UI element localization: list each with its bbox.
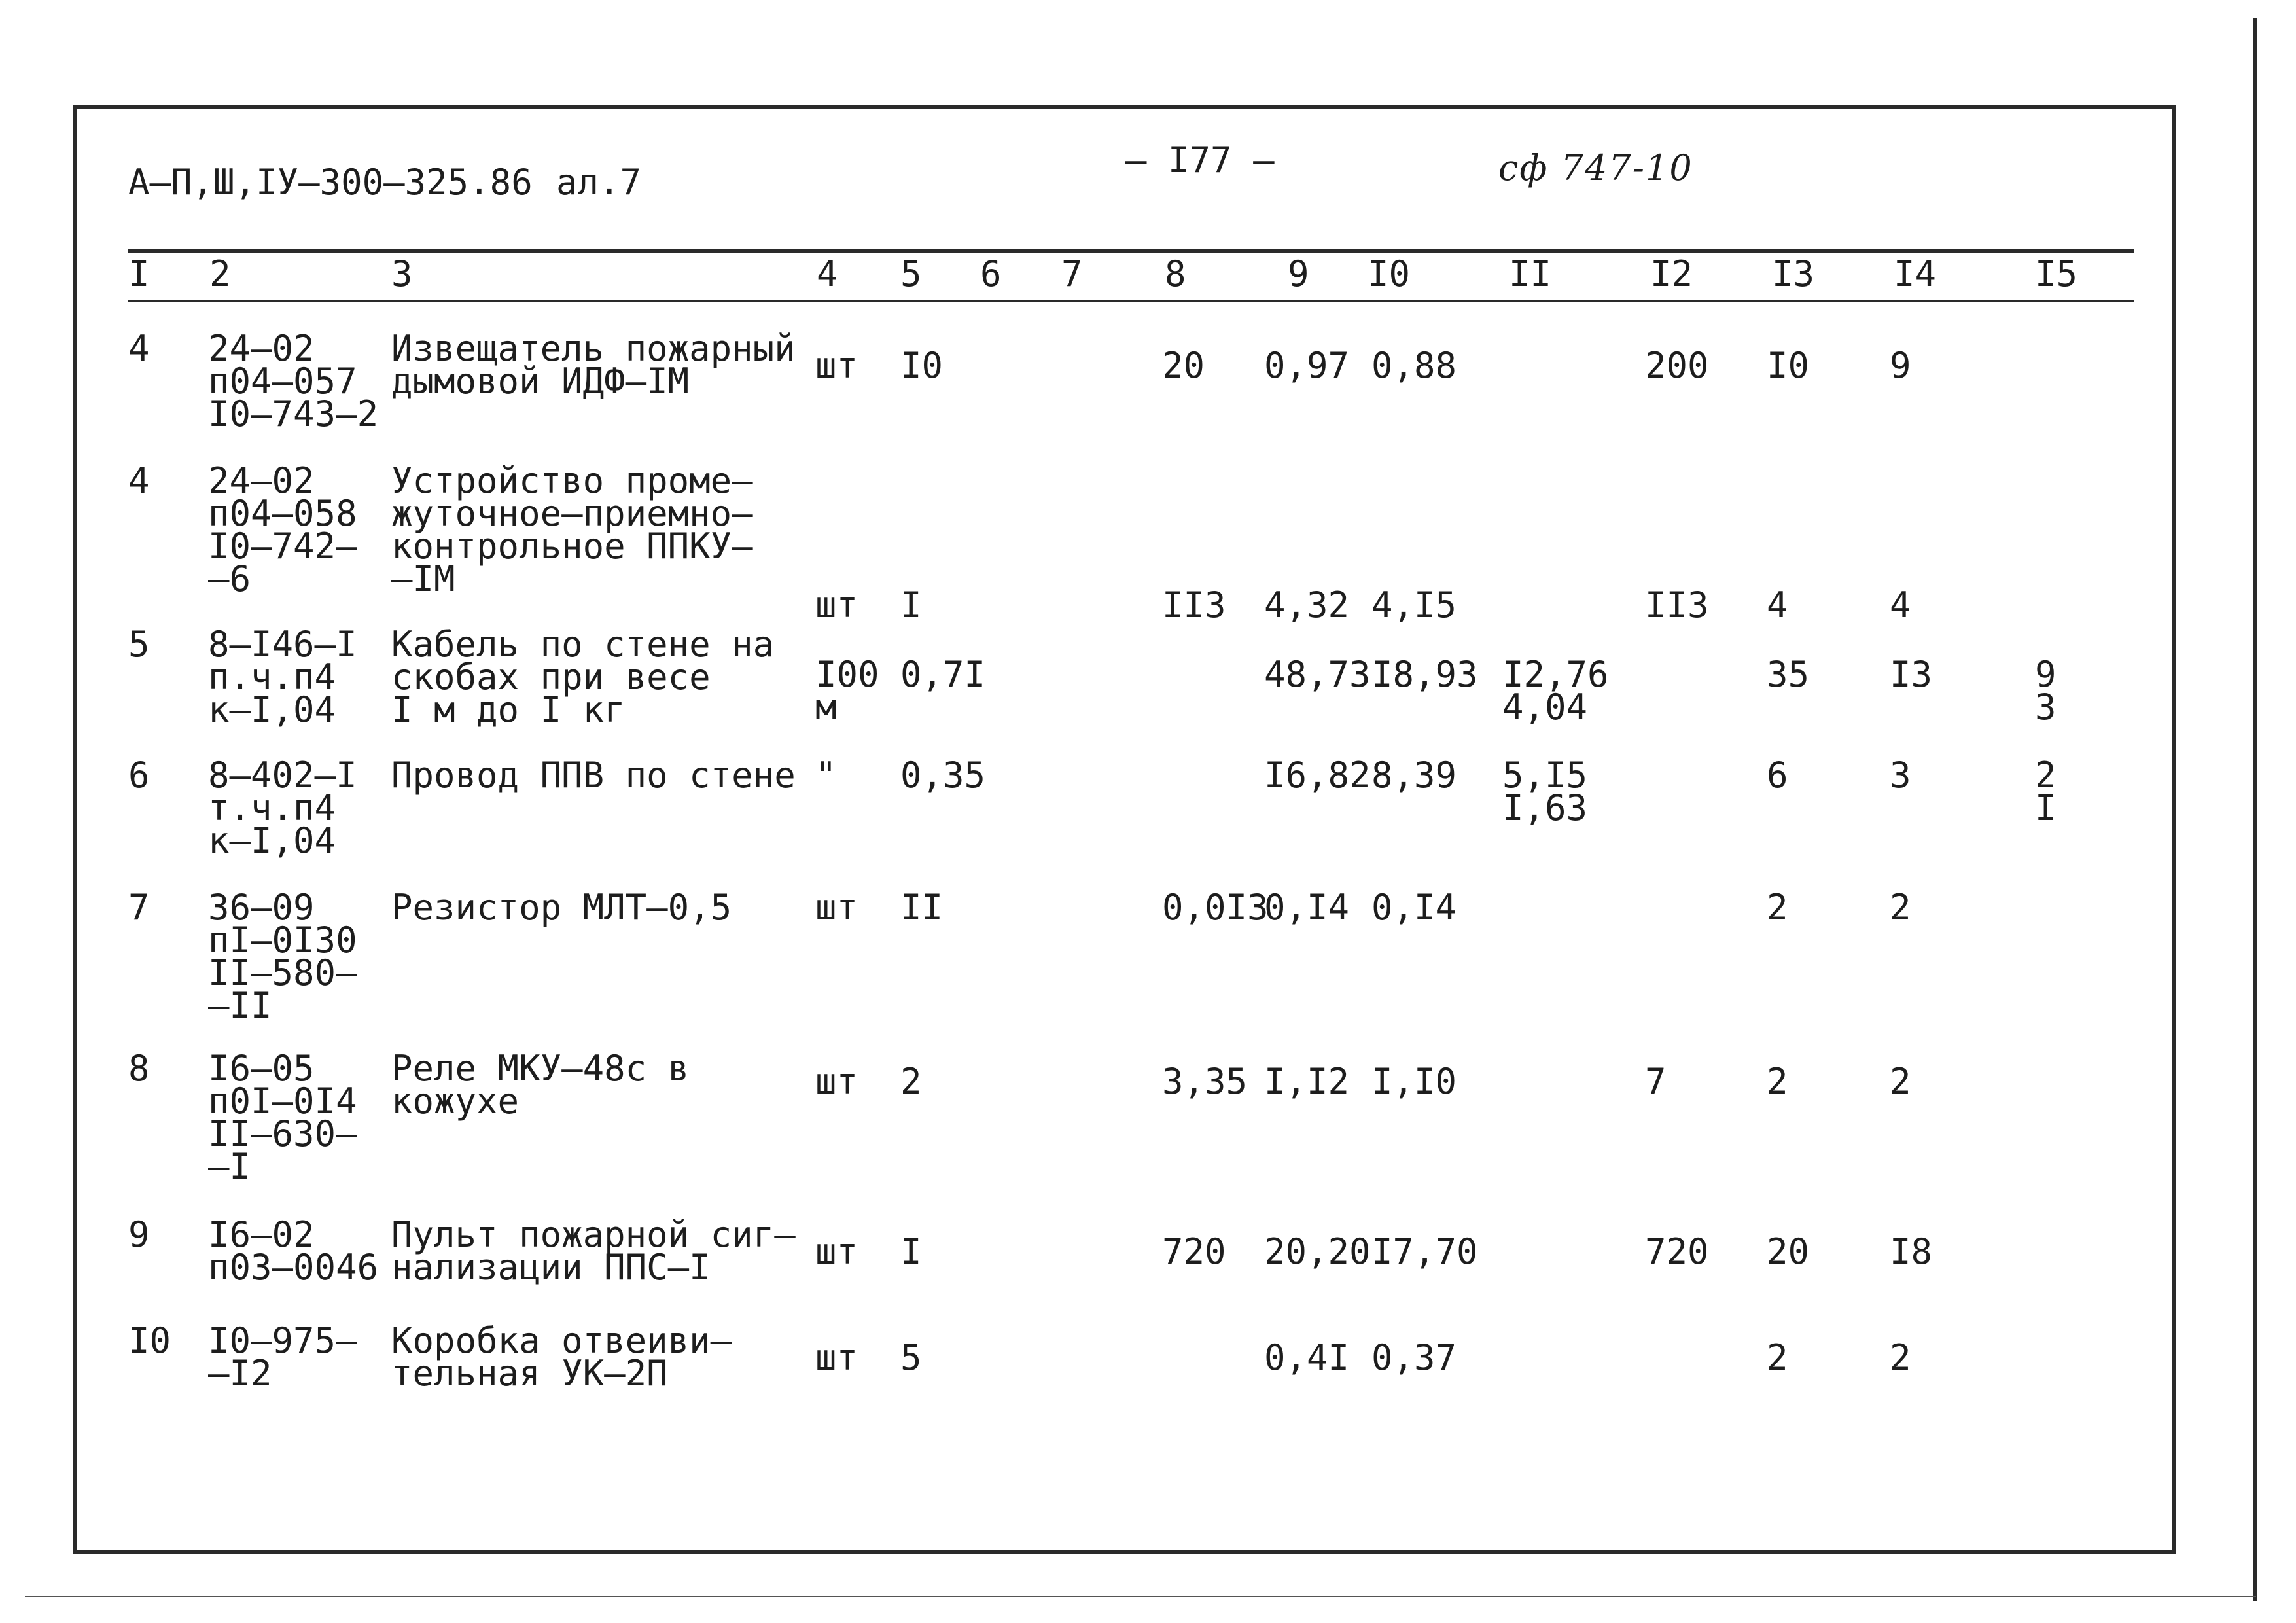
row-index: 4 [128, 460, 150, 501]
column-number: I0 [1368, 253, 1411, 294]
value-c14: 2 [1890, 1337, 1911, 1378]
unit: шт [815, 345, 858, 386]
value-c5: II [900, 887, 944, 928]
unit: шт [815, 1337, 858, 1378]
unit: шт [815, 887, 858, 928]
price-code: 24–02 п04–058 I0–742– –6 [208, 460, 357, 599]
value-c13: 35 [1767, 654, 1810, 695]
column-number: I2 [1650, 253, 1693, 294]
value-c9: 0,I4 [1264, 887, 1350, 928]
value-c8: 20 [1162, 345, 1205, 386]
value-c5: I [900, 584, 922, 626]
value-c15: 9 3 [2035, 654, 2057, 728]
value-c13: 2 [1767, 1061, 1788, 1102]
value-c10: I7,70 [1371, 1231, 1478, 1272]
value-c9: I6,82 [1264, 755, 1371, 796]
value-c8: 0,0I3 [1162, 887, 1269, 928]
value-c13: 4 [1767, 584, 1788, 626]
value-c13: I0 [1767, 345, 1810, 386]
row-index: 5 [128, 624, 150, 665]
row-index: 6 [128, 755, 150, 796]
value-c14: 2 [1890, 887, 1911, 928]
value-c9: 20,20 [1264, 1231, 1371, 1272]
value-c13: 2 [1767, 887, 1788, 928]
value-c8: II3 [1162, 584, 1226, 626]
column-number: 4 [817, 253, 838, 294]
page-number: – I77 – [1125, 139, 1275, 181]
value-c11: I2,76 4,04 [1502, 654, 1609, 728]
value-c8: 3,35 [1162, 1061, 1248, 1102]
column-number: 8 [1165, 253, 1186, 294]
price-code: 36–09 пI–0I30 II–580– –II [208, 887, 357, 1026]
item-description: Резистор МЛТ–0,5 [391, 887, 732, 928]
column-number: I5 [2035, 253, 2078, 294]
row-index: 9 [128, 1214, 150, 1255]
price-code: I6–02 п03–0046 [208, 1214, 379, 1288]
value-c14: 9 [1890, 345, 1911, 386]
price-code: 8–402–I т.ч.п4 к–I,04 [208, 755, 357, 861]
value-c14: 3 [1890, 755, 1911, 796]
value-c13: 2 [1767, 1337, 1788, 1378]
value-c5: 0,35 [900, 755, 986, 796]
value-c10: 0,88 [1371, 345, 1457, 386]
value-c5: 2 [900, 1061, 922, 1102]
item-description: Кабель по стене на скобах при весе I м до I кг [391, 624, 775, 730]
value-c12: II3 [1645, 584, 1709, 626]
album-number: ал.7 [556, 162, 642, 203]
row-index: I0 [128, 1320, 171, 1361]
document-frame [73, 105, 2176, 1554]
value-c9: 48,73 [1264, 654, 1371, 695]
value-c10: 0,I4 [1371, 887, 1457, 928]
value-c9: 4,32 [1264, 584, 1350, 626]
document-code: А–П,Ш,IУ–300–325.86 [128, 162, 533, 203]
column-number: I [128, 253, 150, 294]
handwritten-code: сф 747-10 [1498, 147, 1693, 188]
item-description: Пульт пожарной сиг– нализации ППС–I [391, 1214, 796, 1288]
value-c10: 4,I5 [1371, 584, 1457, 626]
price-code: 24–02 п04–057 I0–743–2 [208, 328, 379, 435]
value-c10: I8,93 [1371, 654, 1478, 695]
value-c5: 5 [900, 1337, 922, 1378]
value-c14: 2 [1890, 1061, 1911, 1102]
item-description: Извещатель пожарный дымовой ИДФ–IМ [391, 328, 796, 402]
column-number: II [1509, 253, 1552, 294]
value-c15: 2 I [2035, 755, 2057, 829]
column-number: 5 [900, 253, 922, 294]
page-right-edge [2253, 18, 2257, 1601]
item-description: Коробка отвеиви– тельная УК–2П [391, 1320, 732, 1394]
value-c14: 4 [1890, 584, 1911, 626]
page-bottom-edge [25, 1596, 2256, 1597]
unit: шт [815, 1231, 858, 1272]
price-code: 8–I46–I п.ч.п4 к–I,04 [208, 624, 357, 730]
unit: I00 м [815, 654, 879, 728]
value-c12: 200 [1645, 345, 1709, 386]
column-number: 3 [391, 253, 413, 294]
column-number: I4 [1894, 253, 1937, 294]
value-c9: 0,4I [1264, 1337, 1350, 1378]
unit: " [815, 755, 837, 796]
column-number: 7 [1061, 253, 1083, 294]
row-index: 8 [128, 1048, 150, 1089]
value-c5: 0,7I [900, 654, 986, 695]
value-c10: 8,39 [1371, 755, 1457, 796]
value-c9: I,I2 [1264, 1061, 1350, 1102]
value-c14: I3 [1890, 654, 1933, 695]
value-c13: 6 [1767, 755, 1788, 796]
value-c9: 0,97 [1264, 345, 1350, 386]
value-c5: I0 [900, 345, 944, 386]
column-number: 9 [1288, 253, 1309, 294]
value-c8: 720 [1162, 1231, 1226, 1272]
table-header-rule [128, 300, 2134, 302]
value-c11: 5,I5 I,63 [1502, 755, 1588, 829]
column-number: 2 [209, 253, 231, 294]
price-code: I0–975– –I2 [208, 1320, 357, 1394]
unit: шт [815, 1061, 858, 1102]
item-description: Провод ППВ по стене [391, 755, 796, 796]
price-code: I6–05 п0I–0I4 II–630– –I [208, 1048, 357, 1187]
value-c13: 20 [1767, 1231, 1810, 1272]
item-description: Устройство проме– жуточное–приемно– контрольное ППКУ– –IМ [391, 460, 753, 599]
row-index: 7 [128, 887, 150, 928]
value-c10: 0,37 [1371, 1337, 1457, 1378]
value-c10: I,I0 [1371, 1061, 1457, 1102]
row-index: 4 [128, 328, 150, 369]
unit: шт [815, 584, 858, 626]
item-description: Реле МКУ–48с в кожухе [391, 1048, 690, 1122]
value-c5: I [900, 1231, 922, 1272]
value-c14: I8 [1890, 1231, 1933, 1272]
value-c12: 720 [1645, 1231, 1709, 1272]
table-top-rule [128, 249, 2134, 253]
column-number: 6 [980, 253, 1002, 294]
column-number: I3 [1772, 253, 1815, 294]
value-c12: 7 [1645, 1061, 1667, 1102]
